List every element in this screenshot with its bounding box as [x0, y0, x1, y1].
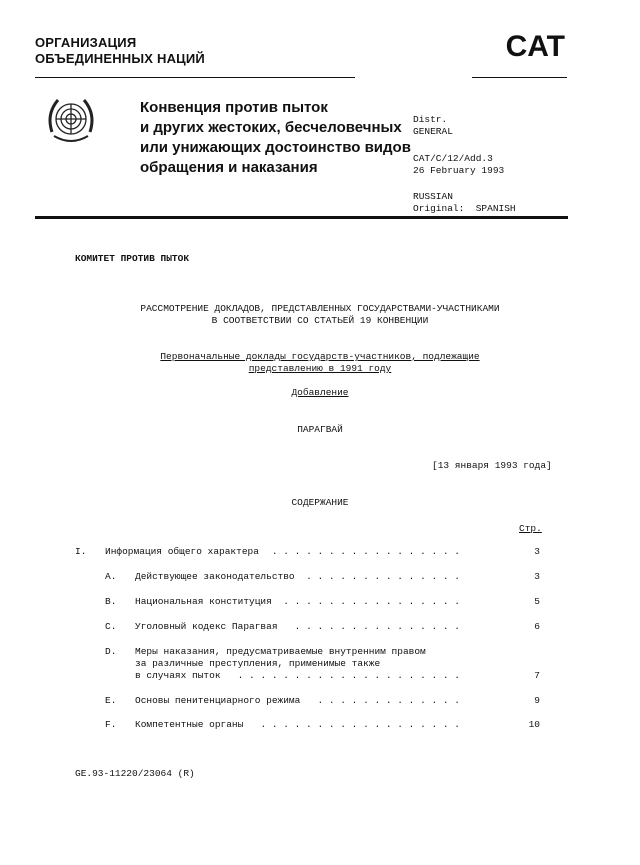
document-code: GE.93-11220/23064 (R) — [75, 768, 195, 779]
toc-page-number: 6 — [534, 621, 540, 632]
toc-letter: A. — [105, 571, 117, 582]
toc-entry-text: Действующее законодательство — [135, 571, 295, 582]
toc-leader-dots: . . . . . . . . . . . . . . . . . . — [260, 719, 460, 730]
un-emblem-icon — [42, 92, 100, 150]
document-series-symbol: CAT — [505, 30, 565, 63]
contents-title: СОДЕРЖАНИЕ — [291, 497, 349, 508]
toc-entry-text: Уголовный кодекс Парагвая — [135, 621, 278, 632]
original-value: SPANISH — [475, 203, 516, 214]
heading-line: В СООТВЕТСТВИИ СО СТАТЬЕЙ 19 КОНВЕНЦИИ — [211, 315, 429, 326]
subheading-line: представлению в 1991 году — [248, 363, 392, 374]
header-rule-right — [472, 77, 567, 78]
toc-letter: D. — [105, 646, 117, 657]
toc-page-number: 3 — [534, 546, 540, 557]
subheading-line: Первоначальные доклады государств-участников, подлежащие — [160, 351, 480, 362]
distr-value: GENERAL — [413, 126, 453, 137]
toc-entry-text: Национальная конституция — [135, 596, 272, 607]
report-subheading — [0, 351, 640, 375]
title-line: или унижающих достоинство видов — [140, 139, 411, 156]
committee-name: КОМИТЕТ ПРОТИВ ПЫТОК — [75, 253, 190, 264]
toc-page-number: 3 — [534, 571, 540, 582]
organization-name — [35, 35, 205, 67]
doc-symbol: CAT/C/12/Add.3 — [413, 153, 493, 164]
toc-page-number: 7 — [534, 670, 540, 681]
toc-page-number: 5 — [534, 596, 540, 607]
toc-leader-dots: . . . . . . . . . . . . . . . . — [283, 596, 460, 607]
heading-line: РАССМОТРЕНИЕ ДОКЛАДОВ, ПРЕДСТАВЛЕННЫХ ГОСУДАРСТВАМИ-УЧАСТНИКАМИ — [140, 303, 500, 314]
toc-entry-text: Основы пенитенциарного режима — [135, 695, 301, 706]
header-rule-left — [35, 77, 355, 78]
report-heading — [0, 303, 640, 327]
org-line-1: ОРГАНИЗАЦИЯ — [35, 35, 137, 50]
language-block — [413, 191, 516, 215]
toc-entry-text: Информация общего характера — [105, 546, 259, 557]
toc-leader-dots: . . . . . . . . . . . . . . — [306, 571, 460, 582]
country-name: ПАРАГВАЙ — [297, 424, 343, 435]
toc-leader-dots: . . . . . . . . . . . . . — [317, 695, 460, 706]
toc-letter: F. — [105, 719, 117, 730]
distr-label: Distr. — [413, 114, 448, 125]
toc-letter: E. — [105, 695, 117, 706]
toc-number: I. — [75, 546, 87, 557]
toc-leader-dots: . . . . . . . . . . . . . . . . . — [271, 546, 460, 557]
toc-entry-text: Меры наказания, предусматриваемые внутренним правом за различные преступления, применимые также в случаях пыток — [135, 646, 426, 681]
toc-leader-dots: . . . . . . . . . . . . . . . — [294, 621, 460, 632]
convention-title — [140, 98, 411, 178]
title-line: и других жестоких, бесчеловечных — [140, 119, 402, 136]
title-line: Конвенция против пыток — [140, 99, 328, 116]
header-bottom-rule — [35, 216, 568, 219]
toc-page-number: 10 — [528, 719, 540, 730]
title-line: обращения и наказания — [140, 159, 318, 176]
toc-entry-text: Компетентные органы — [135, 719, 244, 730]
toc-letter: B. — [105, 596, 117, 607]
doc-language: RUSSIAN — [413, 191, 453, 202]
toc-leader-dots: . . . . . . . . . . . . . . . . . . . . — [237, 670, 460, 681]
toc-letter: C. — [105, 621, 117, 632]
original-label: Original: — [413, 203, 465, 214]
distribution-block — [413, 114, 453, 138]
page-column-label: Стр. — [519, 523, 542, 534]
report-date: [13 января 1993 года] — [432, 460, 552, 471]
toc-page-number: 9 — [534, 695, 540, 706]
org-line-2: ОБЪЕДИНЕННЫХ НАЦИЙ — [35, 51, 205, 66]
doc-date: 26 February 1993 — [413, 165, 505, 176]
symbol-block — [413, 153, 504, 177]
addendum-label: Добавление — [291, 387, 349, 398]
